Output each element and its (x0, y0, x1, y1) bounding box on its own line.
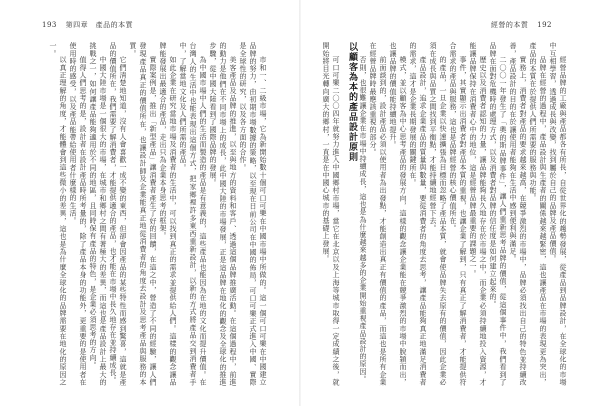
paragraph: 市和一、二級市場，它為新開始數十個可口可樂在中國市場中所做的。這一個可口可樂在中國建立品牌的努力，由初期市場數據的策略，以至現在日前公司在中國的佈局，可口可樂正式進入中國、實際是全球性的研究，以及各方面的合作。 (239, 42, 267, 386)
paragraph: 以真正理解的角度，才能體會到這些微小的差異，這也是為什麼全球化的品牌需要在地化的原因之一。 (49, 42, 67, 386)
right-running-head (491, 20, 558, 30)
paragraph: 值得人們思考的是，設計者在設計產品時所考量的，除了產品本身的功能外，更重要的是使用者在使用時的感受，以及產品能帶給使用者什麼樣的生活。 (69, 42, 87, 386)
paragraph: 為中國市場中人們的生活而製造的產品是有意義的，這些產品也能因為在地的文化而提升價值。在台灣人的生活中也能表現出這個方式，把家鄉裡許多東西重新設計，以新的方式將產品交到消費者手中，了解當地文化及人們所需的產品。 (179, 42, 207, 386)
paragraph: 美客產品及品牌的推進，以至與地方的資料和客戶、透過這個品牌推廣活動。在這個過程中，前進的動力是他們在不同市場上的成長，此中國大陸的市場發展，正是這品牌在地化的觀念及全球化的推進步驟，從中國大陸看到了國際品牌的發展。 (209, 42, 237, 386)
paragraph: 事件，其實顯示出消費者對產品本質的重視，也讓企業了解到，只有真正了解消費者，才能提供符合需求的產品與服務，這也是品牌經營的核心價值所在。 (449, 42, 467, 386)
left-page-number: 193 (42, 21, 57, 29)
right-book-title: 經營的本質 (490, 21, 529, 29)
left-body-text (42, 42, 268, 386)
paragraph: 歷史以及消費者認知的力量，讓品牌能夠長久地存在於市場之中，而企業必須持續地投入資源，才能讓品牌保持在消費者心中的地位，這是經營品牌最重要的課題之一。 (469, 42, 487, 386)
left-running-head (42, 20, 139, 30)
paragraph: 模式，並以顧客為中心思考產品的發展方向，這樣的觀念讓企業能在競爭激烈的市場中脫穎而出，也讓品牌的價值能持續地提升。 (389, 42, 407, 386)
paragraph: 中國大陸市場是一個很大的市場，在城市和鄉村之間有著極大的差異，而這也是產品設計上最大的挑戰之一，如何讓產品能夠適用於不同的地區，且同時保有產品的特色，是企業必須思考的方向。 (89, 42, 107, 386)
right-page (300, 0, 600, 406)
paragraph: 如此企業在研究當地市場及消費者的生活中，可以找到真正的需求並提供給人們。這樣的觀念讓品牌能發展出最適合的產品，走出只為企業本身思考的框架。 (159, 42, 177, 386)
paragraph: 可口可樂二〇〇四年就努力進入中國鄉村市場，當它在北京以及上海等城市取得一定成績之後，就開始將目光轉向廣大的鄉村，一直是在中國心城市的基礎上發展。 (322, 42, 340, 386)
paragraph: 二〇〇一年發生了「奧的斯品牌事件」，讓人們重新思考品牌的價值，從這個事件中，我們看到了品牌在面對危機時的處理方式，以及消費者對品牌的信任度是如何建立起來的。 (489, 42, 507, 386)
left-chapter-title: 第四章 產品的本質 (65, 21, 134, 29)
paragraph: 實際案例是，推出「新型產品」讓消費者產生了好的回饋，在這之中，營造了不同的經驗，讓人們發現產品真正的價值所在，也讓設計師及企業能真正地從消費者的角度去設計及思考產品與服務的本質。 (129, 42, 157, 386)
paragraph: 產品設計，追求企業產品的質量與數量，要從消費者的角度去思考，讓產品能夠真正地滿足消費者的需求，這才是企業長期發展的關鍵所在。 (409, 42, 427, 386)
paragraph: 實務上，消費者對產品的要求越來越高，在競爭激烈的市場中，品牌必須找出自己的特色並持續改善，產品設計的目的在於讓使用者能夠在生活中感到便利與滿足。 (509, 42, 527, 386)
paragraph: 經營品牌的工廠與產品都各有所長，自從世界化的趨勢發展，從產品到品牌設計，在全球化的市場中互相學習，透過成長與改變，找到屬於自己的品牌及產品價值。 (549, 42, 567, 386)
paragraph: 它們清楚地知道，沒有人會喜歡一成不變的東西，但卻會因產品的某些特性而感到驚喜，這就是產品的價值所在，我們需要了解消費者，才能提供適合的產品，也才能在市場中長久地存在並持續成長。 (109, 42, 127, 386)
paragraph: 品牌在經營的過程中，產品設計與生產者的關係越來越緊密，這也讓產品在市場的表現更為突出，產品的本質在於提供人們所需要的服務與功能。 (529, 42, 547, 386)
right-body-text (322, 42, 568, 386)
right-page-number: 192 (537, 21, 552, 29)
section-heading: 以顧客為本的產品設計原則 (347, 42, 357, 162)
paragraph: 否則，也很難讓企業在市場中持續成長，這也是為什麼越來越多的企業開始重視產品設計的原因。 (359, 56, 367, 383)
paragraph: 前面談到的，設計產品必須以使用者為出發點，才能創造出真正有價值的產品，而這也是所有企業在經營品牌時最應該重視的部分。 (369, 42, 387, 386)
paragraph: 的產品，一旦企業以快速擴張為目標而忽略了產品本質，就會使品牌失去原有的價值，因此企業必須在成長與品質之間找到平衡點，才能持續地經營下去。 (429, 42, 447, 386)
